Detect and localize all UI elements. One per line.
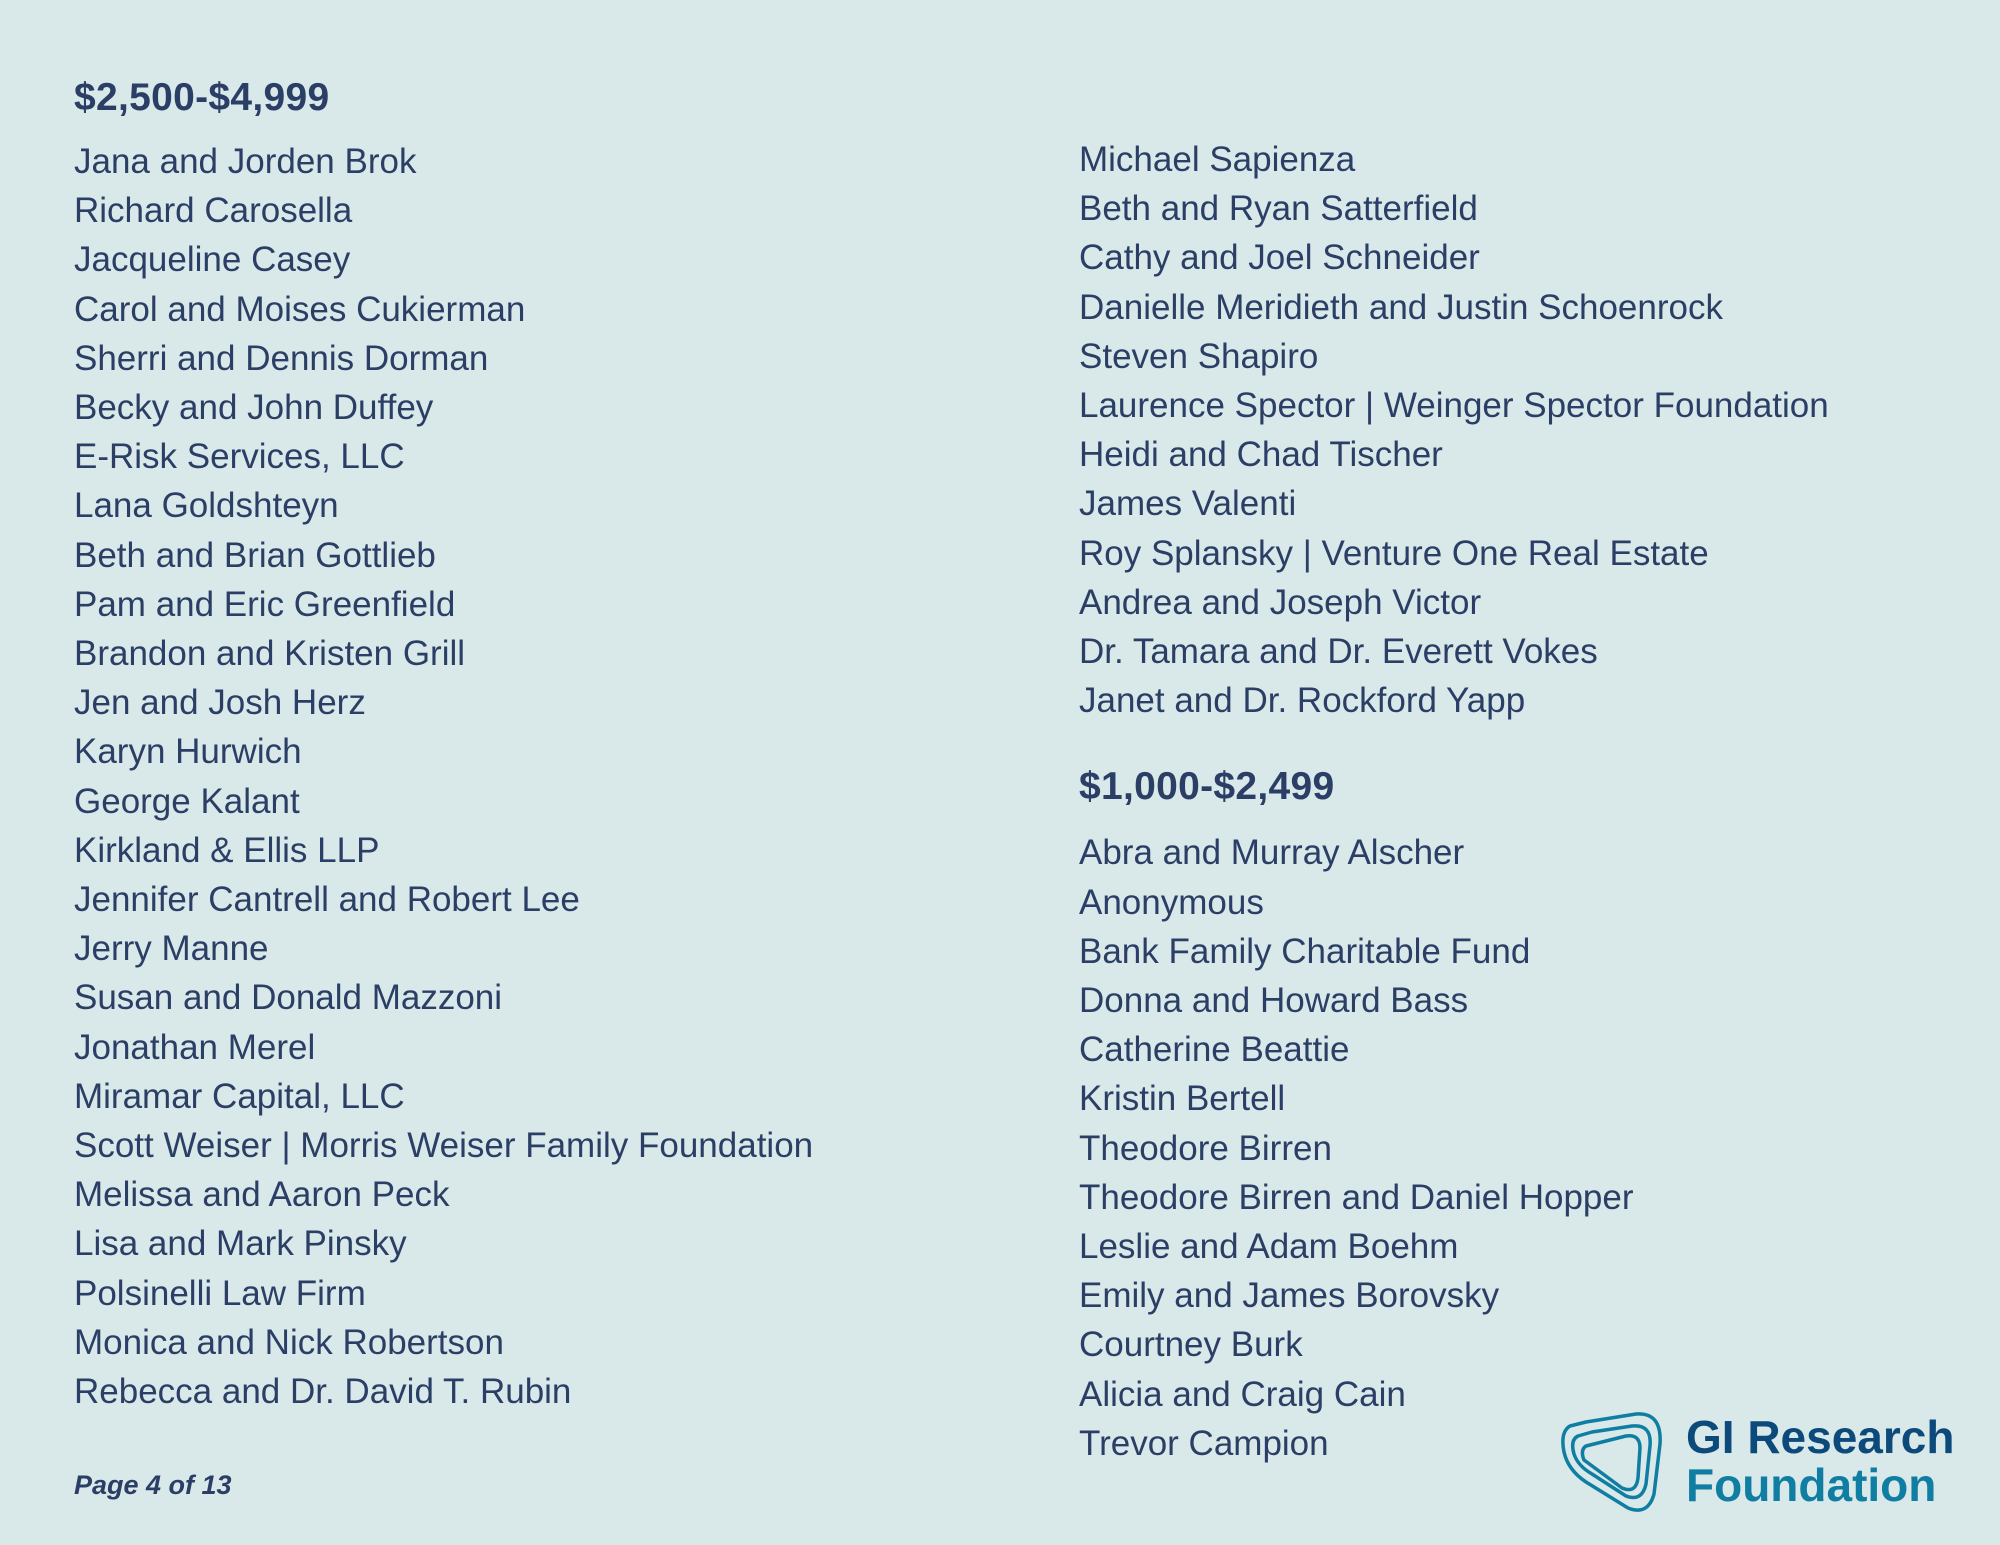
section-heading-2500-4999: $2,500-$4,999 bbox=[74, 76, 330, 119]
donor-name: Brandon and Kristen Grill bbox=[74, 634, 466, 674]
donor-list-2500-4999-part1 bbox=[74, 137, 813, 1416]
donor-name: Kristin Bertell bbox=[1079, 1079, 1286, 1119]
donor-name: Karyn Hurwich bbox=[74, 732, 302, 772]
donor-name: Courtney Burk bbox=[1079, 1325, 1303, 1365]
donor-name: Cathy and Joel Schneider bbox=[1079, 238, 1480, 278]
section-heading-1000-2499: $1,000-$2,499 bbox=[1079, 765, 1335, 809]
donor-list-1000-2499 bbox=[1079, 828, 1829, 1468]
donor-name: Trevor Campion bbox=[1079, 1423, 1329, 1463]
donor-name: James Valenti bbox=[1079, 484, 1297, 524]
nested-triangle-icon bbox=[1556, 1404, 1666, 1516]
gi-research-foundation-logo bbox=[1556, 1400, 1976, 1520]
donor-name: Rebecca and Dr. David T. Rubin bbox=[74, 1372, 572, 1412]
donor-name: E-Risk Services, LLC bbox=[74, 437, 405, 477]
donor-name: Lana Goldshteyn bbox=[74, 486, 339, 526]
donor-name: George Kalant bbox=[74, 781, 300, 821]
donor-name: Alicia and Craig Cain bbox=[1079, 1374, 1406, 1414]
logo-text-line1: GI Research bbox=[1686, 1411, 1955, 1463]
donor-name: Lisa and Mark Pinsky bbox=[74, 1224, 407, 1264]
donor-name: Leslie and Adam Boehm bbox=[1079, 1227, 1459, 1267]
donor-name: Roy Splansky | Venture One Real Estate bbox=[1079, 533, 1709, 573]
donor-list-2500-4999-part2 bbox=[1079, 135, 1829, 725]
donor-name: Abra and Murray Alscher bbox=[1079, 833, 1465, 873]
donor-name: Andrea and Joseph Victor bbox=[1079, 582, 1482, 622]
page-number: Page 4 of 13 bbox=[74, 1470, 232, 1500]
donor-name: Janet and Dr. Rockford Yapp bbox=[1079, 681, 1526, 721]
donor-name: Pam and Eric Greenfield bbox=[74, 584, 456, 624]
donor-name: Monica and Nick Robertson bbox=[74, 1322, 504, 1362]
donor-name: Steven Shapiro bbox=[1079, 336, 1319, 376]
donor-name: Jana and Jorden Brok bbox=[74, 142, 417, 181]
donor-name: Donna and Howard Bass bbox=[1079, 981, 1469, 1021]
donor-name: Jen and Josh Herz bbox=[74, 683, 366, 723]
donor-name: Laurence Spector | Weinger Spector Foundation bbox=[1079, 386, 1829, 426]
donor-name: Emily and James Borovsky bbox=[1079, 1276, 1500, 1316]
donor-name: Theodore Birren bbox=[1079, 1128, 1332, 1168]
donor-name: Michael Sapienza bbox=[1079, 140, 1356, 179]
donor-name: Heidi and Chad Tischer bbox=[1079, 435, 1443, 475]
donor-name: Jerry Manne bbox=[74, 929, 269, 969]
donor-name: Beth and Ryan Satterfield bbox=[1079, 189, 1478, 229]
right-column bbox=[1079, 0, 1829, 1468]
donor-name: Bank Family Charitable Fund bbox=[1079, 931, 1531, 971]
donor-name: Becky and John Duffey bbox=[74, 388, 434, 428]
donor-name: Anonymous bbox=[1079, 882, 1264, 922]
donor-name: Jennifer Cantrell and Robert Lee bbox=[74, 880, 580, 920]
donor-name: Richard Carosella bbox=[74, 191, 353, 231]
donor-name: Beth and Brian Gottlieb bbox=[74, 535, 436, 575]
donor-name: Catherine Beattie bbox=[1079, 1030, 1350, 1070]
donor-name: Jacqueline Casey bbox=[74, 240, 351, 280]
donor-name: Sherri and Dennis Dorman bbox=[74, 338, 489, 378]
logo-text-line2: Foundation bbox=[1686, 1459, 1937, 1511]
donor-name: Theodore Birren and Daniel Hopper bbox=[1079, 1177, 1634, 1217]
donor-name: Melissa and Aaron Peck bbox=[74, 1175, 450, 1215]
donor-name: Danielle Meridieth and Justin Schoenrock bbox=[1079, 287, 1723, 327]
donor-name: Carol and Moises Cukierman bbox=[74, 289, 526, 329]
donor-name: Kirkland & Ellis LLP bbox=[74, 830, 380, 870]
donor-name: Jonathan Merel bbox=[74, 1027, 316, 1067]
donor-name: Miramar Capital, LLC bbox=[74, 1076, 405, 1116]
donor-name: Susan and Donald Mazzoni bbox=[74, 978, 503, 1018]
donor-name: Polsinelli Law Firm bbox=[74, 1273, 366, 1313]
left-column bbox=[74, 0, 813, 1416]
donor-name: Scott Weiser | Morris Weiser Family Foundation bbox=[74, 1126, 814, 1166]
donor-name: Dr. Tamara and Dr. Everett Vokes bbox=[1079, 632, 1598, 672]
